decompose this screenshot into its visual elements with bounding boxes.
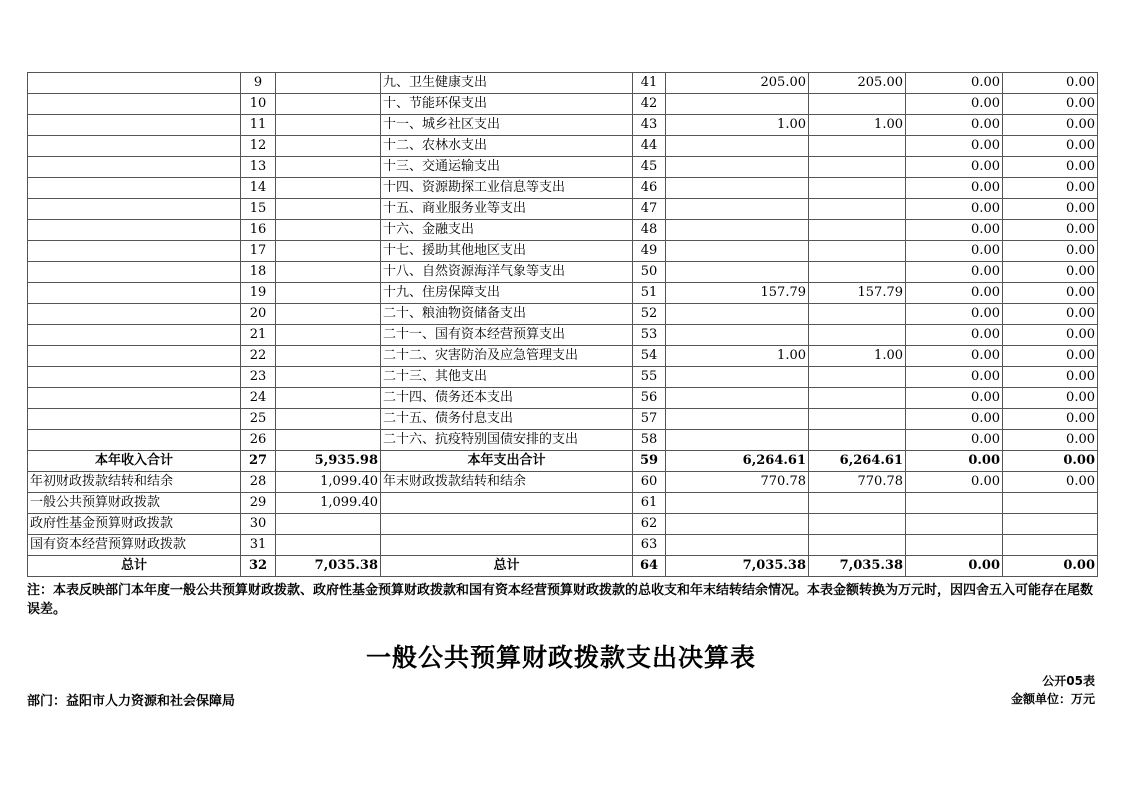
table-row (28, 199, 1098, 220)
income-amount-cell (276, 73, 381, 94)
state-capital-cell: 0.00 (1003, 367, 1098, 388)
expense-line-number-cell: 46 (633, 178, 666, 199)
expense-line-number-cell: 54 (633, 346, 666, 367)
government-fund-cell: 0.00 (906, 409, 1003, 430)
income-item-cell: 国有资本经营预算财政拨款 (28, 535, 241, 556)
expense-total-cell (666, 430, 809, 451)
income-item-cell (28, 304, 241, 325)
state-capital-cell: 0.00 (1003, 283, 1098, 304)
general-budget-cell: 1.00 (809, 115, 906, 136)
government-fund-cell: 0.00 (906, 367, 1003, 388)
table-row (28, 241, 1098, 262)
state-capital-cell: 0.00 (1003, 178, 1098, 199)
income-line-number-cell: 14 (241, 178, 276, 199)
table-row (28, 346, 1098, 367)
income-item-cell: 政府性基金预算财政拨款 (28, 514, 241, 535)
state-capital-cell: 0.00 (1003, 556, 1098, 577)
government-fund-cell: 0.00 (906, 388, 1003, 409)
income-line-number-cell: 17 (241, 241, 276, 262)
expense-total-cell: 6,264.61 (666, 451, 809, 472)
expense-item-cell: 总计 (381, 556, 633, 577)
expense-total-cell: 157.79 (666, 283, 809, 304)
general-budget-cell (809, 199, 906, 220)
government-fund-cell: 0.00 (906, 94, 1003, 115)
expense-line-number-cell: 58 (633, 430, 666, 451)
government-fund-cell: 0.00 (906, 199, 1003, 220)
income-amount-cell: 1,099.40 (276, 472, 381, 493)
expense-line-number-cell: 41 (633, 73, 666, 94)
income-line-number-cell: 32 (241, 556, 276, 577)
department-label: 部门：益阳市人力资源和社会保障局 (27, 694, 236, 709)
expense-total-cell (666, 157, 809, 178)
general-budget-cell (809, 388, 906, 409)
income-line-number-cell: 29 (241, 493, 276, 514)
state-capital-cell: 0.00 (1003, 472, 1098, 493)
government-fund-cell: 0.00 (906, 430, 1003, 451)
government-fund-cell: 0.00 (906, 115, 1003, 136)
income-amount-cell (276, 241, 381, 262)
expense-line-number-cell: 55 (633, 367, 666, 388)
general-budget-cell (809, 136, 906, 157)
expense-item-cell (381, 535, 633, 556)
expense-item-cell: 十六、金融支出 (381, 220, 633, 241)
income-line-number-cell: 27 (241, 451, 276, 472)
expense-total-cell (666, 409, 809, 430)
state-capital-cell: 0.00 (1003, 451, 1098, 472)
government-fund-cell: 0.00 (906, 346, 1003, 367)
income-item-cell (28, 157, 241, 178)
expense-line-number-cell: 48 (633, 220, 666, 241)
expense-item-cell: 二十四、债务还本支出 (381, 388, 633, 409)
income-item-cell (28, 115, 241, 136)
income-amount-cell (276, 136, 381, 157)
table-row (28, 262, 1098, 283)
income-line-number-cell: 12 (241, 136, 276, 157)
table-row (28, 556, 1098, 577)
government-fund-cell: 0.00 (906, 556, 1003, 577)
income-line-number-cell: 19 (241, 283, 276, 304)
table-row (28, 178, 1098, 199)
income-line-number-cell: 22 (241, 346, 276, 367)
income-amount-cell (276, 388, 381, 409)
expense-item-cell: 十五、商业服务业等支出 (381, 199, 633, 220)
expense-item-cell: 十一、城乡社区支出 (381, 115, 633, 136)
expense-total-cell (666, 262, 809, 283)
table-note: 注：本表反映部门本年度一般公共预算财政拨款、政府性基金预算财政拨款和国有资本经营预算财政拨款的总收支和年末结转结余情况。本表金额转换为万元时，因四舍五入可能存在尾数误差。 (27, 583, 1094, 617)
income-line-number-cell: 9 (241, 73, 276, 94)
expense-line-number-cell: 50 (633, 262, 666, 283)
income-line-number-cell: 16 (241, 220, 276, 241)
state-capital-cell: 0.00 (1003, 262, 1098, 283)
government-fund-cell (906, 514, 1003, 535)
general-budget-cell (809, 493, 906, 514)
general-budget-cell (809, 262, 906, 283)
table-row (28, 493, 1098, 514)
government-fund-cell: 0.00 (906, 451, 1003, 472)
state-capital-cell: 0.00 (1003, 325, 1098, 346)
income-line-number-cell: 13 (241, 157, 276, 178)
income-line-number-cell: 24 (241, 388, 276, 409)
expense-total-cell (666, 367, 809, 388)
income-line-number-cell: 30 (241, 514, 276, 535)
table-row (28, 94, 1098, 115)
state-capital-cell (1003, 493, 1098, 514)
income-item-cell (28, 199, 241, 220)
expense-line-number-cell: 47 (633, 199, 666, 220)
income-item-cell (28, 178, 241, 199)
government-fund-cell: 0.00 (906, 472, 1003, 493)
government-fund-cell: 0.00 (906, 304, 1003, 325)
income-amount-cell (276, 535, 381, 556)
income-amount-cell (276, 115, 381, 136)
general-budget-cell (809, 241, 906, 262)
expense-line-number-cell: 61 (633, 493, 666, 514)
government-fund-cell: 0.00 (906, 325, 1003, 346)
state-capital-cell (1003, 535, 1098, 556)
general-budget-cell (809, 220, 906, 241)
income-item-cell (28, 367, 241, 388)
table-row (28, 451, 1098, 472)
income-item-cell (28, 262, 241, 283)
income-item-cell (28, 346, 241, 367)
state-capital-cell: 0.00 (1003, 115, 1098, 136)
expense-total-cell (666, 493, 809, 514)
expense-item-cell: 年末财政拨款结转和结余 (381, 472, 633, 493)
expense-line-number-cell: 42 (633, 94, 666, 115)
state-capital-cell: 0.00 (1003, 199, 1098, 220)
income-line-number-cell: 26 (241, 430, 276, 451)
fiscal-allocation-table (27, 72, 1098, 577)
expense-total-cell (666, 241, 809, 262)
general-budget-cell (809, 514, 906, 535)
general-budget-cell (809, 94, 906, 115)
expense-item-cell (381, 493, 633, 514)
expense-line-number-cell: 62 (633, 514, 666, 535)
expense-item-cell: 十九、住房保障支出 (381, 283, 633, 304)
table-row (28, 283, 1098, 304)
expense-total-cell: 205.00 (666, 73, 809, 94)
expense-line-number-cell: 53 (633, 325, 666, 346)
income-item-cell (28, 388, 241, 409)
income-item-cell (28, 283, 241, 304)
table-row (28, 136, 1098, 157)
general-budget-cell (809, 178, 906, 199)
expense-item-cell: 十、节能环保支出 (381, 94, 633, 115)
expense-line-number-cell: 60 (633, 472, 666, 493)
income-item-cell: 一般公共预算财政拨款 (28, 493, 241, 514)
general-budget-cell: 7,035.38 (809, 556, 906, 577)
income-amount-cell (276, 346, 381, 367)
income-line-number-cell: 25 (241, 409, 276, 430)
government-fund-cell (906, 535, 1003, 556)
general-budget-cell: 6,264.61 (809, 451, 906, 472)
income-amount-cell (276, 367, 381, 388)
page-title: 一般公共预算财政拨款支出决算表 (365, 643, 756, 672)
state-capital-cell: 0.00 (1003, 388, 1098, 409)
income-amount-cell (276, 514, 381, 535)
expense-line-number-cell: 59 (633, 451, 666, 472)
expense-total-cell (666, 325, 809, 346)
expense-total-cell: 1.00 (666, 346, 809, 367)
income-line-number-cell: 28 (241, 472, 276, 493)
government-fund-cell: 0.00 (906, 241, 1003, 262)
income-amount-cell (276, 409, 381, 430)
state-capital-cell: 0.00 (1003, 157, 1098, 178)
amount-unit-label: 金额单位：万元 (1010, 692, 1095, 706)
expense-line-number-cell: 64 (633, 556, 666, 577)
government-fund-cell: 0.00 (906, 262, 1003, 283)
income-amount-cell (276, 304, 381, 325)
expense-line-number-cell: 56 (633, 388, 666, 409)
income-item-cell (28, 136, 241, 157)
state-capital-cell: 0.00 (1003, 409, 1098, 430)
general-budget-cell (809, 325, 906, 346)
table-row (28, 157, 1098, 178)
government-fund-cell: 0.00 (906, 220, 1003, 241)
income-line-number-cell: 15 (241, 199, 276, 220)
expense-item-cell: 二十、粮油物资储备支出 (381, 304, 633, 325)
general-budget-cell: 1.00 (809, 346, 906, 367)
expense-total-cell (666, 535, 809, 556)
expense-line-number-cell: 49 (633, 241, 666, 262)
income-amount-cell (276, 325, 381, 346)
expense-total-cell (666, 178, 809, 199)
income-item-cell (28, 430, 241, 451)
expense-total-cell (666, 199, 809, 220)
expense-line-number-cell: 45 (633, 157, 666, 178)
table-row (28, 409, 1098, 430)
expense-total-cell: 770.78 (666, 472, 809, 493)
income-amount-cell (276, 199, 381, 220)
expense-line-number-cell: 44 (633, 136, 666, 157)
table-row (28, 514, 1098, 535)
income-item-cell (28, 241, 241, 262)
income-item-cell: 本年收入合计 (28, 451, 241, 472)
income-amount-cell: 7,035.38 (276, 556, 381, 577)
expense-line-number-cell: 43 (633, 115, 666, 136)
state-capital-cell: 0.00 (1003, 73, 1098, 94)
income-item-cell (28, 220, 241, 241)
income-amount-cell (276, 220, 381, 241)
expense-line-number-cell: 51 (633, 283, 666, 304)
income-item-cell (28, 409, 241, 430)
expense-line-number-cell: 63 (633, 535, 666, 556)
state-capital-cell (1003, 514, 1098, 535)
table-row (28, 115, 1098, 136)
expense-item-cell: 二十二、灾害防治及应急管理支出 (381, 346, 633, 367)
expense-line-number-cell: 57 (633, 409, 666, 430)
income-amount-cell (276, 262, 381, 283)
expense-line-number-cell: 52 (633, 304, 666, 325)
state-capital-cell: 0.00 (1003, 430, 1098, 451)
expense-total-cell (666, 94, 809, 115)
table-row (28, 367, 1098, 388)
income-line-number-cell: 11 (241, 115, 276, 136)
general-budget-cell: 770.78 (809, 472, 906, 493)
table-row (28, 535, 1098, 556)
government-fund-cell: 0.00 (906, 178, 1003, 199)
state-capital-cell: 0.00 (1003, 304, 1098, 325)
expense-item-cell: 二十三、其他支出 (381, 367, 633, 388)
general-budget-cell: 157.79 (809, 283, 906, 304)
income-line-number-cell: 31 (241, 535, 276, 556)
income-line-number-cell: 21 (241, 325, 276, 346)
general-budget-cell (809, 157, 906, 178)
general-budget-cell (809, 367, 906, 388)
general-budget-cell (809, 430, 906, 451)
table-row (28, 472, 1098, 493)
income-amount-cell: 1,099.40 (276, 493, 381, 514)
expense-total-cell (666, 136, 809, 157)
state-capital-cell: 0.00 (1003, 136, 1098, 157)
expense-total-cell (666, 388, 809, 409)
income-item-cell (28, 94, 241, 115)
expense-item-cell: 二十六、抗疫特别国债安排的支出 (381, 430, 633, 451)
expense-total-cell: 7,035.38 (666, 556, 809, 577)
expense-item-cell: 二十一、国有资本经营预算支出 (381, 325, 633, 346)
expense-total-cell: 1.00 (666, 115, 809, 136)
income-amount-cell (276, 178, 381, 199)
income-amount-cell (276, 94, 381, 115)
government-fund-cell: 0.00 (906, 283, 1003, 304)
table-row (28, 430, 1098, 451)
expense-item-cell: 十四、资源勘探工业信息等支出 (381, 178, 633, 199)
expense-item-cell: 本年支出合计 (381, 451, 633, 472)
government-fund-cell: 0.00 (906, 136, 1003, 157)
expense-item-cell: 二十五、债务付息支出 (381, 409, 633, 430)
state-capital-cell: 0.00 (1003, 94, 1098, 115)
income-item-cell (28, 73, 241, 94)
government-fund-cell (906, 493, 1003, 514)
general-budget-cell (809, 535, 906, 556)
expense-item-cell: 十二、农林水支出 (381, 136, 633, 157)
table-row (28, 304, 1098, 325)
income-line-number-cell: 10 (241, 94, 276, 115)
income-line-number-cell: 18 (241, 262, 276, 283)
income-line-number-cell: 23 (241, 367, 276, 388)
government-fund-cell: 0.00 (906, 157, 1003, 178)
state-capital-cell: 0.00 (1003, 241, 1098, 262)
general-budget-cell (809, 304, 906, 325)
expense-item-cell: 十八、自然资源海洋气象等支出 (381, 262, 633, 283)
income-amount-cell: 5,935.98 (276, 451, 381, 472)
income-item-cell: 总计 (28, 556, 241, 577)
table-row (28, 388, 1098, 409)
general-budget-cell: 205.00 (809, 73, 906, 94)
expense-item-cell: 十七、援助其他地区支出 (381, 241, 633, 262)
general-budget-cell (809, 409, 906, 430)
expense-item-cell (381, 514, 633, 535)
table-row (28, 325, 1098, 346)
government-fund-cell: 0.00 (906, 73, 1003, 94)
income-amount-cell (276, 157, 381, 178)
state-capital-cell: 0.00 (1003, 220, 1098, 241)
income-amount-cell (276, 430, 381, 451)
expense-item-cell: 十三、交通运输支出 (381, 157, 633, 178)
state-capital-cell: 0.00 (1003, 346, 1098, 367)
income-item-cell (28, 325, 241, 346)
income-item-cell: 年初财政拨款结转和结余 (28, 472, 241, 493)
form-number: 公开05表 (1042, 674, 1095, 688)
table-row (28, 220, 1098, 241)
expense-item-cell: 九、卫生健康支出 (381, 73, 633, 94)
expense-total-cell (666, 514, 809, 535)
expense-total-cell (666, 220, 809, 241)
income-line-number-cell: 20 (241, 304, 276, 325)
table-row (28, 73, 1098, 94)
expense-total-cell (666, 304, 809, 325)
income-amount-cell (276, 283, 381, 304)
